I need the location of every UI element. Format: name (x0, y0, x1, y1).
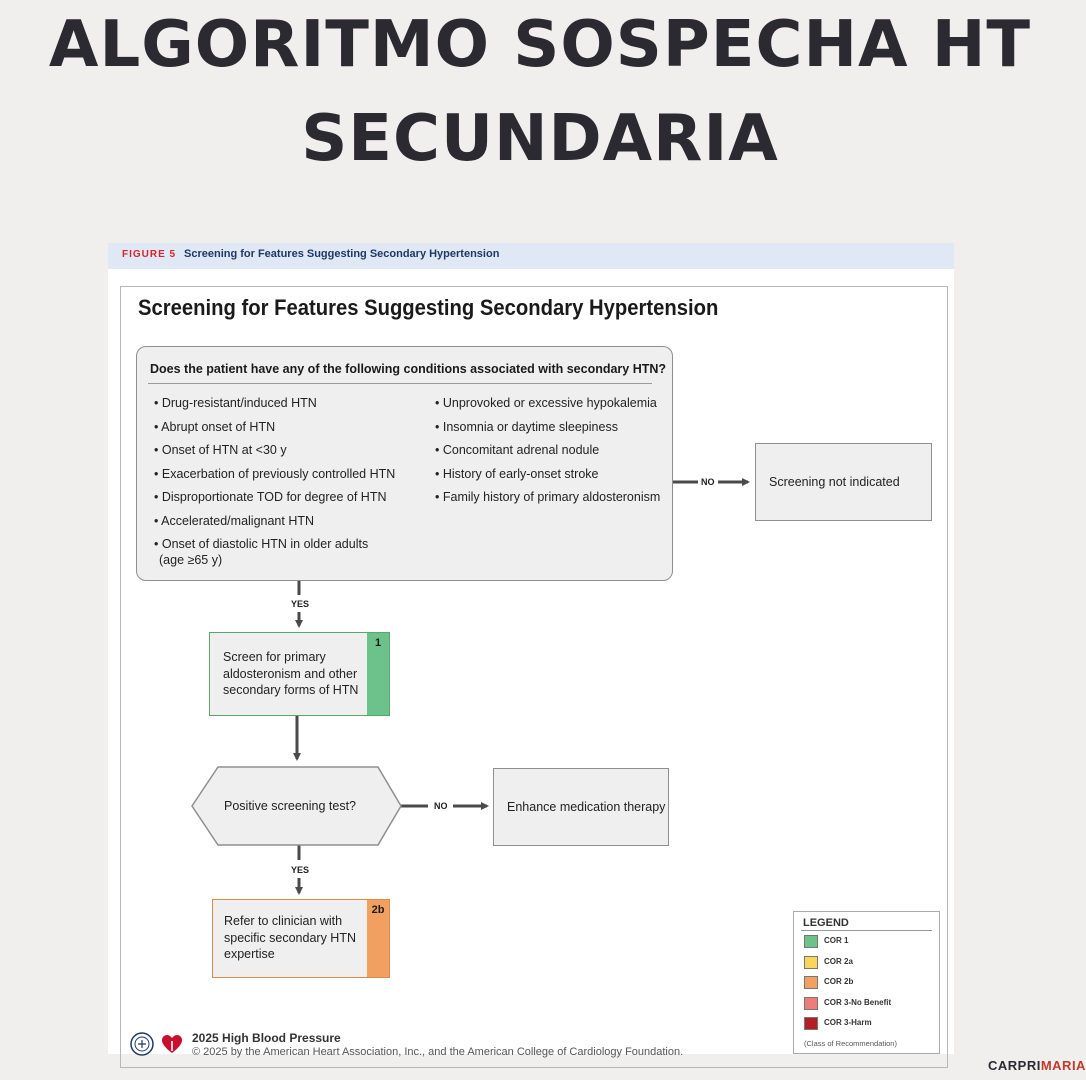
condition-item: • Insomnia or daytime sleepiness (435, 419, 618, 434)
condition-item: • Exacerbation of previously controlled HTN (154, 466, 396, 481)
legend-swatch (804, 956, 818, 969)
condition-item: • Concomitant adrenal nodule (435, 443, 600, 457)
arrow-label-no-1: NO (701, 477, 715, 487)
condition-item: • Abrupt onset of HTN (154, 419, 276, 434)
page-title (0, 0, 1080, 186)
legend-swatch (804, 997, 818, 1010)
question-divider (148, 383, 652, 384)
page-title-line1: ALGORITMO SOSPECHA HT (48, 8, 1032, 82)
screen-box-text: Screen for primary aldosteronism and other secondary forms of HTN (223, 650, 359, 697)
screening-not-indicated-label: Screening not indicated (769, 475, 900, 489)
condition-item: • History of early-onset stroke (435, 466, 599, 481)
condition-item: • Onset of diastolic HTN in older adults (154, 537, 369, 551)
question-text: Does the patient have any of the following conditions associated with secondary HTN? (150, 362, 667, 376)
cor-badge: 2b (367, 900, 389, 977)
footer-title: 2025 High Blood Pressure (192, 1031, 341, 1045)
refer-box-text: Refer to clinician with specific secondary HTN expertise (224, 914, 356, 961)
figure-label: FIGURE 5 (122, 249, 177, 260)
page-title-line2: SECUNDARIA (301, 102, 779, 176)
condition-item: • Disproportionate TOD for degree of HTN (154, 490, 387, 504)
legend-note: (Class of Recommendation) (804, 1039, 897, 1048)
flowchart-title: Screening for Features Suggesting Secondary Hypertension (138, 295, 719, 320)
arrow-label-yes-1: YES (291, 599, 310, 609)
footer-copyright: © 2025 by the American Heart Association, Inc., and the American College of Cardiology Foundation. (192, 1046, 684, 1058)
enhance-therapy-box (493, 768, 669, 846)
legend-box: LEGEND COR 1 COR 2a COR 2b COR 3-No Benefit COR 3-Harm (Class of Recommendation) (793, 911, 940, 1054)
legend-divider (801, 930, 932, 931)
condition-item-continuation: (age ≥65 y) (159, 553, 223, 567)
positive-test-label: Positive screening test? (224, 799, 357, 813)
screen-primary-aldosteronism-box (209, 632, 390, 716)
condition-item: • Family history of primary aldosteronism (435, 490, 661, 504)
aha-heart-torch-icon (160, 1032, 184, 1056)
legend-swatch (804, 935, 818, 948)
brand-logo (988, 1058, 1086, 1073)
refer-clinician-box (212, 899, 390, 978)
condition-item: • Drug-resistant/induced HTN (154, 396, 317, 410)
question-box (136, 346, 673, 581)
conditions-right-list (435, 395, 660, 513)
brand-part1: CARPRI (988, 1058, 1041, 1073)
brand-part2: MARIA (1040, 1058, 1086, 1073)
legend-title: LEGEND (803, 917, 849, 929)
figure-panel (108, 243, 954, 1058)
arrow-label-no-2: NO (434, 801, 448, 811)
condition-item: • Unprovoked or excessive hypokalemia (435, 396, 657, 410)
legend-swatch (804, 1017, 818, 1030)
screening-not-indicated-box (755, 443, 932, 521)
condition-item: • Accelerated/malignant HTN (154, 513, 315, 528)
arrow-label-yes-2: YES (291, 865, 310, 875)
cor-badge: 1 (367, 633, 389, 715)
figure-caption: Screening for Features Suggesting Secondary Hypertension (184, 248, 500, 260)
enhance-therapy-label: Enhance medication therapy (507, 800, 666, 814)
legend-swatch (804, 976, 818, 989)
acc-logo-icon (130, 1032, 154, 1056)
condition-item: • Onset of HTN at <30 y (154, 443, 287, 457)
conditions-left-list (154, 395, 395, 576)
